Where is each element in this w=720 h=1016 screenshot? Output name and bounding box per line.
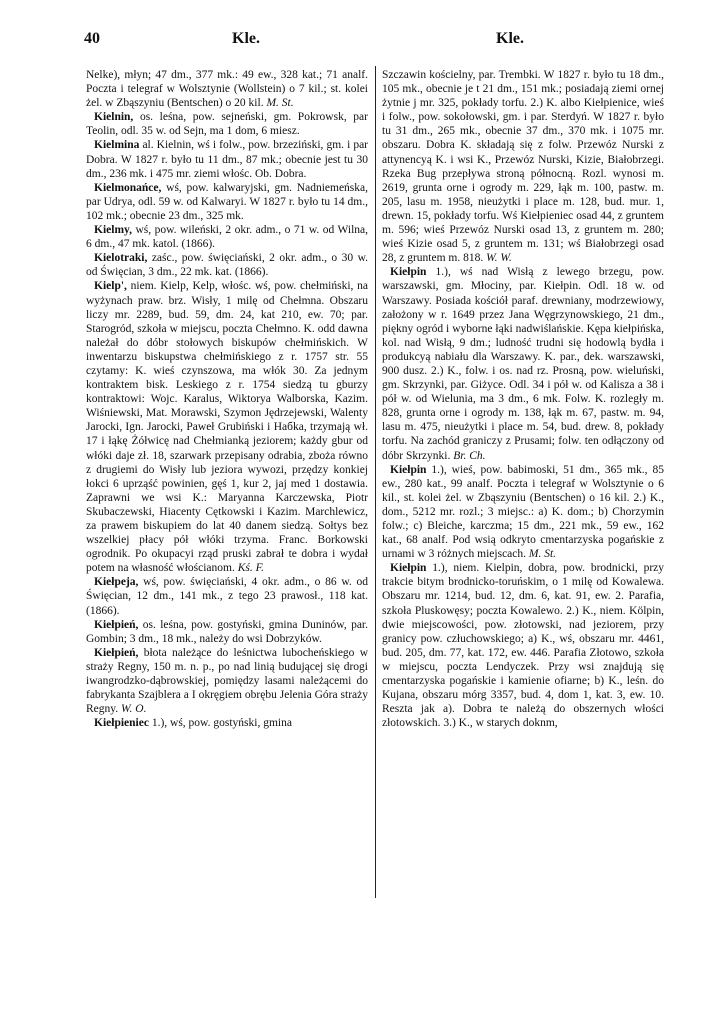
- entry-headword: Kielp',: [94, 280, 127, 293]
- entry-headword: Kielmina: [94, 139, 140, 152]
- dictionary-entry: [86, 251, 368, 279]
- dictionary-entry: [86, 575, 368, 617]
- dictionary-entry: [382, 68, 664, 265]
- entry-headword: Kiełpień,: [94, 618, 139, 631]
- entry-text: wś, pow. wileński, 2 okr. adm., o 71 w. od Wilna, 6 dm., 47 mk. katol. (1866).: [86, 224, 369, 251]
- entry-text: os. leśna, pow. sejneński, gm. Pokrowsk, par Teolin, odl. 35 w. od Sejn, ma 1 dom, 6 miesz.: [86, 111, 368, 138]
- entry-text: 1.), niem. Kielpin, dobra, pow. brodnicki, przy trakcie bitym brodnicko-toruńskim, o 1 milę od Kowalewa. Obszaru mr. 1214, bud. 12, dm. 6, kat. 91, ew. 2. Parafia, szkoła Pluskowęsy; poczta Kowalewo. 2.) K., niem. Kölpin, dwie miejscowości, pow. złotowski, nad jeziorem, przy granicy pow. człuchowskiego; a) K., wś, obszaru mr. 4461, bud. 205, dm. 77, kat. 172, ew. 446. Parafia Złotowo, szkoła w miejscu, poczta Lendyczek. Przy wsi znajdują się cmentarzyska pogańskie i kamienie ofiarne; b) K., leśn. do Kujana, obszaru mórg 3357, bud. 4, dom 1, kat. 3, ew. 10. Reszta jak a). Dobra te należą do obszernych włości złotowskich. 3.) K., w starych doknm,: [382, 562, 665, 730]
- dictionary-entry: [86, 279, 368, 575]
- entry-headword: Kiełpieniec: [94, 717, 149, 730]
- dictionary-entry: [86, 646, 368, 716]
- running-head-left: Kle.: [232, 30, 260, 47]
- entry-signature: W. O.: [121, 703, 147, 716]
- dictionary-entry: [382, 561, 664, 730]
- entry-text: 1.), wś nad Wisłą z lewego brzegu, pow. warszawski, gm. Młociny, par. Kiełpin. Odl. 18 w. od Warszawy. Posiada kościół paraf. drewniany, modrzewiowy, założony w r. 1649 przez Jana Węgrzynowskiego, 21 dm., piękny ogród i wyborne łąki nadwiślańskie. Kępa kiełpińska, kol. nad Wisłą, 9 dm.; ludność trudni się hodowlą bydła i produkcyą nabiału dla Warszawy. K. par., dek. warszawski, 900 dusz. 2.) K., folw. i os. nad rz. Prosną, pow. wieluński, gm. Skrzynki, par. Giżyce. Odl. 34 i pół w. od Kalisza a 38 i pół w. od Wielunia, ma 3 dm., 6 mk. Folw. K. rozległy m. 828, grunta orne i ogrody m. 138, łąk m. 67, pastw. m. 94, lasu m. 475, nieużytki i place m. 54, bud. drew. 8, pokłady torfu. Na zachód graniczy z Prusami; folw. ten odłączony od dóbr Skrzynki.: [382, 266, 665, 462]
- entry-signature: M. St.: [266, 97, 294, 110]
- column-divider: [375, 66, 376, 898]
- entry-headword: Kielnin,: [94, 111, 134, 124]
- entry-text: os. leśna, pow. gostyński, gmina Duninów, par. Gombin; 3 dm., 18 mk., należy do wsi Dobrzyków.: [86, 618, 369, 645]
- entry-text: błota należące do leśnictwa lubocheńskiego w straży Regny, 150 m. n. p., po nad linią budującej się drogi iwangrodzko-dąbrowskiej, pomiędzy lasami należącemi do fabrykanta Szajblera a I okręgiem obrębu Jeleniа Góra straży Regny.: [86, 646, 369, 716]
- dictionary-entry: [86, 181, 368, 223]
- dictionary-entry: [86, 716, 368, 730]
- entry-text: wś, pow. kalwaryjski, gm. Nadniemeńska, par Udrya, odl. 59 w. od Kalwaryi. W 1827 r. było tu 14 dm., 102 mk.; obecnie 23 dm., 325 mk.: [86, 181, 369, 222]
- dictionary-entry: [382, 463, 664, 562]
- running-head-right: Kle.: [496, 30, 524, 47]
- left-column: [86, 68, 368, 730]
- entry-text: 1.), wieś, pow. babimoski, 51 dm., 365 mk., 85 ew., 280 kat., 99 analf. Poczta i telegraf w Wolsztynie o 6 kil., st. kolei żel. w Zbąszyniu (Bentschen) o 16 kil. 2.) K., dom., 5212 mr. rozl.; 3 miejsc.: a) K. dom.; b) Chorzymin folw.; c) Bleiche, karczma; 15 dm., 221 mk., 59 ew., 162 kat., 68 analf. Pod wsią odkryto cmentarzyska pogańskie z urnami w 3 różnych miejscach.: [382, 463, 664, 561]
- right-column: [382, 68, 664, 730]
- entry-text: 1.), wś, pow. gostyński, gmina: [151, 717, 292, 730]
- dictionary-entry: [86, 138, 368, 180]
- page-header: [0, 30, 720, 54]
- entry-headword: Kiełpin: [390, 562, 427, 575]
- entry-headword: Kiełpeja,: [94, 576, 139, 589]
- entry-headword: Kielmy,: [94, 224, 133, 237]
- page-number: 40: [84, 30, 100, 47]
- entry-headword: Kielmonańce,: [94, 181, 162, 194]
- entry-signature: Kś. F.: [237, 562, 265, 575]
- entry-headword: Kiełpin: [390, 266, 427, 279]
- dictionary-entry: [86, 110, 368, 138]
- dictionary-entry: [86, 68, 368, 110]
- entry-text: Nelke), młyn; 47 dm., 377 mk.: 49 ew., 328 kat.; 71 analf. Poczta i telegraf w Wolsztynie (Wollstein) o 7 kil.; st. kolei żel. w Zbąszyniu (Bentschen) o 20 kil.: [86, 69, 368, 110]
- entry-headword: Kielotraki,: [94, 252, 148, 265]
- entry-signature: Br. Ch.: [453, 449, 486, 462]
- dictionary-entry: [382, 265, 664, 462]
- entry-text: Szczawin kościelny, par. Trembki. W 1827 r. było tu 18 dm., 105 mk., obecnie je t 21 dm., 151 mk.; posiadają ziemi ornej żytnie j mr. 325, pokłady torfu. 2.) K. albo Kiełpienice, wieś i folw., pow. sokołowski, gm. i par. Sterdyń. W 1827 r. było tu 31 dm., 265 mk., obecnie 37 dm., 370 mk. i 1075 mr. obszaru. Dobra K. składają się z folw. Przewóz Nurski z attynencyą K. i wsi K., Przewóz Nurski, Kizie, Białobrzegi. Rzeka Bug przepływa stroną północną. Rozl. wynosi m. 2619, grunta orne i ogrody m. 229, łąk m. 100, pastw. m. 205, lasu m. 1958, nieużytki i place m. 128, bud. mur. 1, drewn. 15, pokłady torfu. Wś Kiełpieniec osad 44, z gruntem m. 596; wieś Przewóz Nurski osad 13, z gruntem m. 280; wieś Kizie osad 5, z gruntem m. 131; wś Białobrzegi osad 28, z gruntem m. 818.: [382, 69, 664, 265]
- entry-headword: Kiełpień,: [94, 646, 139, 659]
- dictionary-entry: [86, 618, 368, 646]
- entry-signature: M. St.: [528, 548, 557, 561]
- entry-text: zaśc., pow. święciański, 2 okr. adm., o 30 w. od Święcian, 3 dm., 22 mk. kat. (1866).: [86, 252, 369, 279]
- dictionary-entry: [86, 223, 368, 251]
- entry-signature: W. W.: [486, 252, 512, 265]
- entry-text: wś, pow. święciański, 4 okr. adm., o 86 w. od Święcian, 12 dm., 141 mk., z tego 23 prawosł., 118 kat. (1866).: [86, 576, 369, 617]
- entry-headword: Kiełpin: [390, 463, 427, 476]
- entry-text: niem. Kielp, Kelp, włośc. wś, pow. chełmiński, na wyżynach praw. brz. Wisły, 1 milę od Chełmna. Obszaru liczy mr. 2289, bud. 59, dm. 24, kat 210, ew. 70; par. Starogród, szkoła w miejscu, poczta Chełmno. K. odd dawna należał do dóbr stołowych biskupów chełmińskich. W inwentarzu biskupstwa chełmińskiego z r. 1757 str. 55 czytamy: K. wieś czynszowa, ma włók 30. Za jednym kontraktem bisk. Leskiego z r. 1754 siedzą tu gburzy kontraktowi: Wojc. Karalus, Wiktorya Walborska, Kazim. Wiśniewski, Mat. Morawski, Szymon Jędrzejewski, Walenty Jarocki, Ign. Jarocki, Paweł Grubiński i Haбka, trzymają wł. 17 i łąkę Żółwicę nad Chełmianką jeziorem; każdy gbur od włóki daje zł. 18, szarwark przepisany odrabia, zboża równo z drugiemi do Wisły lub jeziora wywozi, przędzy konkiej łokci 6 uprząść powinien, gęś 1, kur 2, jaj med 1 dostawia. Zaprawni we wsi K.: Maryanna Karczewska, Piotr Skubaczewski, Hiacenty Cętkowski i Kazim. Marchlewicz, za prawem biskupiem do lat 40 danem siedzą. Sołtys bez wszelkiej płacy pół włóki trzyma. Franc. Borkowski ogrodnik. Po okupacyi rząd pruski zabrał te dobra i wydał potem na własność włościanom.: [86, 280, 368, 575]
- entry-text: al. Kielnin, wś i folw., pow. brzeziński, gm. i par Dobra. W 1827 r. było tu 11 dm., 87 mk.; obecnie jest tu 30 dm., 236 mk. i 475 mr. ziemi włośc. Ob. Dobra.: [86, 139, 369, 180]
